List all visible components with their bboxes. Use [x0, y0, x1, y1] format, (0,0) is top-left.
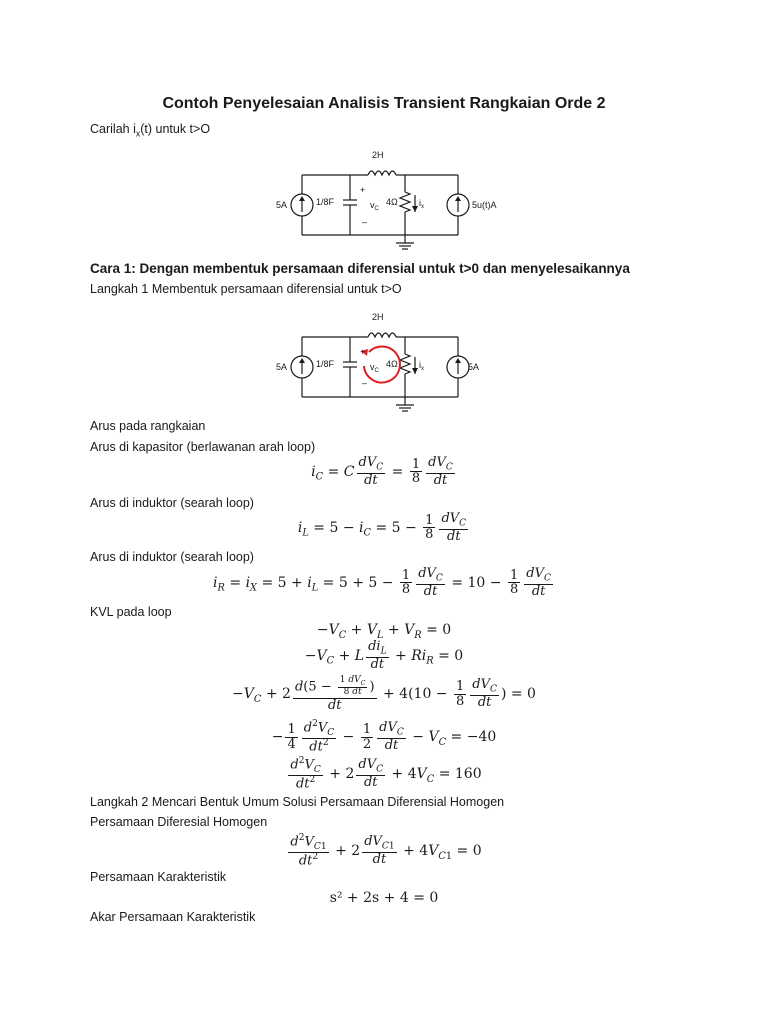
- section-pd-homogen: Persamaan Diferesial Homogen: [90, 815, 268, 829]
- equation-ic: $i_C = C$ $\frac{dV_C}{dt}$ = $\frac{1}{8}$ $\frac{dV_C}{dt}$: [311, 455, 453, 489]
- plus-label: +: [360, 185, 366, 195]
- ix-label: $i_x$: [419, 198, 424, 210]
- equation-kvl-4: − $\frac{1}{4}$ $\frac{d^2V_C}{dt^2}$ − $\frac{1}{2}$ $\frac{dV_C}{dt}$ − $V_C = -40$: [271, 719, 497, 755]
- section-arus-rangkaian: Arus pada rangkaian: [90, 419, 206, 433]
- section-karakteristik: Persamaan Karakteristik: [90, 870, 227, 884]
- source-right-label: 5A: [468, 362, 480, 372]
- page-title: Contoh Penyelesaian Analisis Transient Rangkaian Orde 2: [162, 95, 606, 112]
- plus-label: +: [360, 347, 366, 357]
- section-langkah2: Langkah 2 Mencari Bentuk Umum Solusi Persamaan Diferensial Homogen: [90, 795, 505, 809]
- section-arus-induktor-2: Arus di induktor (searah loop): [90, 550, 254, 564]
- inductor-label: 2H: [372, 312, 384, 322]
- equation-kvl-2: $-V_C + L$ $\frac{di_L}{dt}$ + $Ri_R = 0$: [304, 639, 464, 673]
- cara1-heading: Cara 1: Dengan membentuk persamaan diferensial untuk t>0 dan menyelesaikannya: [90, 261, 630, 276]
- equation-il: $i_L = 5 - i_C = 5$ − $\frac{1}{8}$ $\frac{dV_C}{dt}$: [297, 511, 467, 545]
- ix-label: $i_x$: [419, 360, 424, 372]
- source-left-label: 5A: [276, 362, 288, 372]
- problem-statement: Carilah $i_x(t)$ untuk t>O: [90, 122, 211, 139]
- section-arus-kapasitor: Arus di kapasitor (berlawanan arah loop): [90, 440, 316, 454]
- capacitor-label: 1/8F: [316, 197, 335, 207]
- section-akar: Akar Persamaan Karakteristik: [90, 910, 256, 924]
- equation-karakteristik: s² + 2s + 4 = 0: [329, 890, 439, 906]
- vc-label: $v_C$: [370, 200, 379, 212]
- langkah1-text: Langkah 1 Membentuk persamaan diferensial untuk t>O: [90, 282, 402, 296]
- source-left-label: 5A: [276, 200, 288, 210]
- minus-label: –: [362, 378, 368, 388]
- section-kvl: KVL pada loop: [90, 605, 172, 619]
- section-arus-induktor-1: Arus di induktor (searah loop): [90, 496, 254, 510]
- inductor-label: 2H: [372, 150, 384, 160]
- resistor-label: 4Ω: [386, 197, 398, 207]
- minus-label: –: [362, 217, 368, 227]
- equation-kvl-1: $-V_C + V_L + V_R = 0$: [316, 622, 452, 641]
- source-right-label: 5u(t)A: [472, 200, 497, 210]
- capacitor-label: 1/8F: [316, 359, 335, 369]
- equation-kvl-5: $\frac{d^2V_C}{dt^2}$ + 2 $\frac{dV_C}{dt}$ + $4V_C = 160$: [290, 756, 482, 792]
- equation-kvl-3: $-V_C + 2$ d(5 − $\frac{1 dV_C}{8 dt}$ ) dt + 4(10 − $\frac{1}{8}$ $\frac{dV_C}{dt}$ ) = 0: [232, 675, 536, 713]
- equation-ir: $i_R = i_X = 5 + i_L = 5 + 5$ − $\frac{1}{8}$ $\frac{dV_C}{dt}$ = 10 − $\frac{1}{8}$ $\frac{dV_C}{dt}$: [213, 566, 551, 600]
- equation-homogen: $\frac{d^2V_{C1}}{dt^2}$ + 2 $\frac{dV_{C1}}{dt}$ + $4V_{C1} = 0$: [290, 833, 482, 869]
- circuit-diagram-2: [0, 305, 768, 415]
- resistor-label: 4Ω: [386, 359, 398, 369]
- vc-label: $v_C$: [370, 362, 379, 374]
- circuit-diagram-1: [0, 140, 768, 260]
